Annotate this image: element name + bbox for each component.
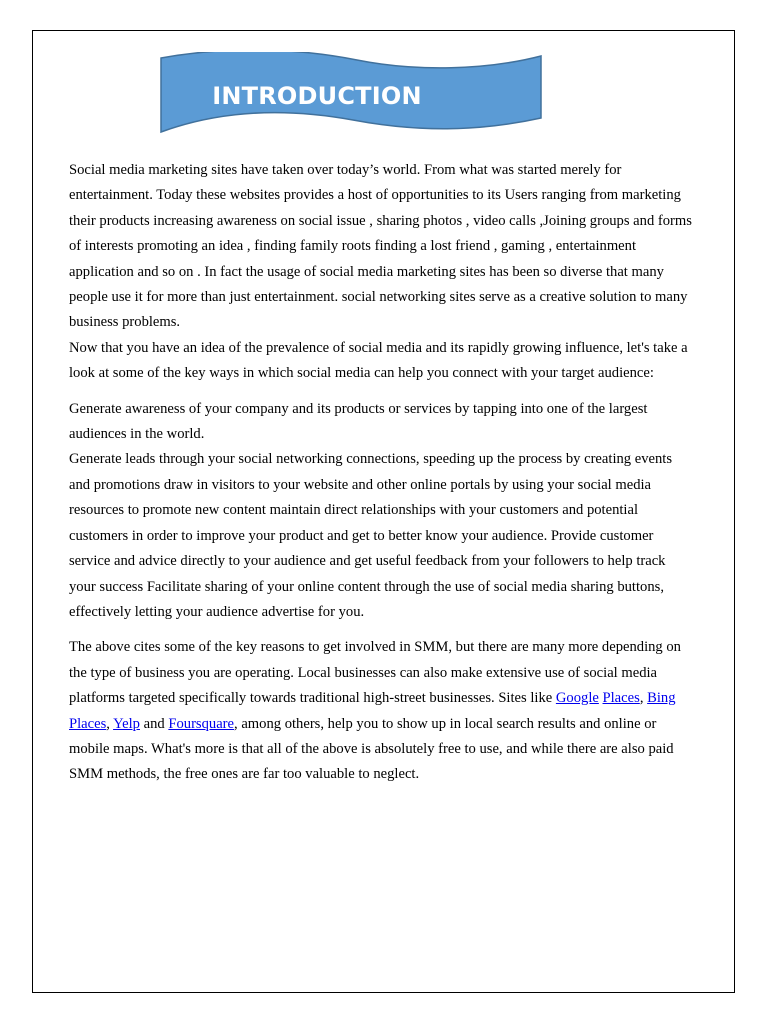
link-foursquare[interactable]: Foursquare <box>168 715 235 732</box>
page-title: INTRODUCTION <box>212 82 422 110</box>
paragraph-local-business-text: The above cites some of the key reasons to get involved in SMM, but there are many more depending on the type of business you are operating. Local businesses can also make extensive use of social media platforms targeted specifically towards traditional high-street businesses. Sites like <box>69 639 681 707</box>
link-yelp[interactable]: Yelp <box>113 715 140 732</box>
paragraph-leads: Generate leads through your social networking connections, speeding up the process by creating events and promotions draw in visitors to your website and other online portals by using your social media resources to promote new content maintain direct relationships with your customers and potential customers in order to improve your product and get to better know your audience. Provide customer service and advice directly to your audience and get useful feedback from your followers to help track your success Facilitate sharing of your online content through the use of social media sharing buttons, effectively letting your audience advertise for you. <box>69 451 673 620</box>
paragraph-local-business-text-end: , among others, help you to show up in local search results and online or mobile maps. What's more is that all of the above is absolutely free to use, and while there are also paid SMM methods, the free ones are far too valuable to neglect. <box>69 715 674 783</box>
link-places[interactable]: Places <box>602 690 640 707</box>
link-separator: and <box>139 715 169 732</box>
paragraph-local-business <box>69 635 694 787</box>
paragraph-prevalence: Now that you have an idea of the prevalence of social media and its rapidly growing influence, let's take a look at some of the key ways in which social media can help you connect with your target audience: <box>69 339 688 382</box>
link-bing-places[interactable]: Bing Places <box>69 690 676 732</box>
paragraph-awareness: Generate awareness of your company and its products or services by tapping into one of the largest audiences in the world. <box>69 400 648 443</box>
link-google[interactable]: Google <box>555 690 599 707</box>
link-separator: , <box>639 690 648 707</box>
paragraph-intro: Social media marketing sites have taken over today’s world. From what was started merely for entertainment. Today these websites provides a host of opportunities to its Users ranging from marketing their products increasing awareness on social issue , sharing photos , video calls ,Joining groups and forms of interests promoting an idea , finding family roots finding a lost friend , gaming , entertainment application and so on . In fact the usage of social media marketing sites has been so diverse that many people use it for more than just entertainment. social networking sites serve as a creative solution to many business problems. <box>69 162 692 331</box>
introduction-banner <box>157 52 545 138</box>
link-separator: , <box>106 715 114 732</box>
document-body <box>69 158 694 788</box>
